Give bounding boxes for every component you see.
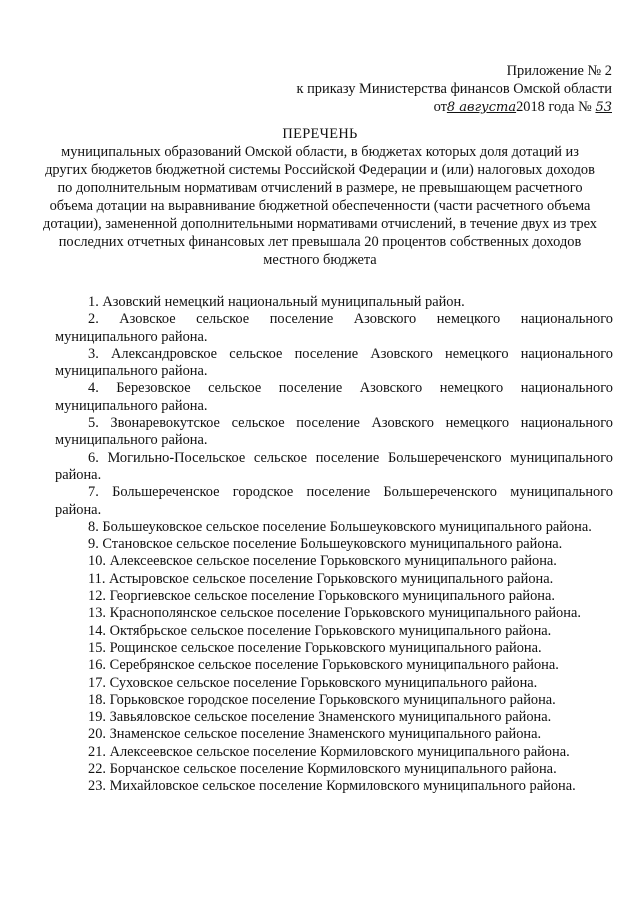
list-item: 14. Октябрьское сельское поселение Горьковского муниципального района. <box>88 622 552 639</box>
list-item: 22. Борчанское сельское поселение Кормиловского муниципального района. <box>88 761 557 778</box>
list-item: 13. Краснополянское сельское поселение Горьковского муниципального района. <box>88 605 581 622</box>
document-title: ПЕРЕЧЕНЬ <box>282 126 358 142</box>
list-item: 17. Суховское сельское поселение Горьковского муниципального района. <box>88 674 538 691</box>
list-item: 6. Могильно-Посельское сельское поселение Большереченского муниципального района. <box>55 449 613 483</box>
list-item: 23. Михайловское сельское поселение Кормиловского муниципального района. <box>88 778 576 795</box>
list-item: 9. Становское сельское поселение Большеуковского муниципального района. <box>88 536 563 553</box>
date-year-label: 2018 года № <box>516 99 592 115</box>
order-reference: к приказу Министерства финансов Омской области <box>296 81 612 97</box>
list-item: 7. Большереченское городское поселение Большереченского муниципального района. <box>55 484 613 518</box>
appendix-number: Приложение № 2 <box>506 63 612 79</box>
date-prefix: от <box>433 99 447 115</box>
list-item: 1. Азовский немецкий национальный муниципальный район. <box>88 294 465 310</box>
document-subtitle: муниципальных образований Омской области, в бюджетах которых доля дотаций из других бюджетов бюджетной системы Российской Федерации и (или) налоговых доходов по дополнительным нормативам отчислений в размере, не превышающем расчетного объема дотации на выравнивание бюджетной обеспеченности (части расчетного объема дотации), замененной дополнительными нормативами отчислений, в течение двух из трех последних отчетных финансовых лет превышала 20 процентов собственных доходов местного бюджета <box>43 144 597 268</box>
municipality-list <box>55 294 613 796</box>
list-item: 2. Азовское сельское поселение Азовского немецкого национального муниципального района. <box>55 311 613 345</box>
appendix-header <box>297 62 612 117</box>
list-item: 10. Алексеевское сельское поселение Горьковского муниципального района. <box>88 553 557 570</box>
list-item: 21. Алексеевское сельское поселение Кормиловского муниципального района. <box>88 743 570 760</box>
list-item: 15. Рощинское сельское поселение Горьковского муниципального района. <box>88 639 542 656</box>
list-item: 20. Знаменское сельское поселение Знаменского муниципального района. <box>88 726 542 743</box>
list-item: 12. Георгиевское сельское поселение Горьковского муниципального района. <box>88 588 555 605</box>
list-item: 19. Завьяловское сельское поселение Знаменского муниципального района. <box>88 709 552 726</box>
order-date-line <box>297 98 612 117</box>
list-item: 11. Астыровское сельское поселение Горьковского муниципального района. <box>88 570 554 587</box>
list-item: 5. Звонаревокутское сельское поселение Азовского немецкого национального муниципального района. <box>55 415 613 449</box>
list-item: 4. Березовское сельское поселение Азовского немецкого национального муниципального района. <box>55 380 613 414</box>
handwritten-date: 8 августа <box>446 100 517 115</box>
handwritten-order-number: 53 <box>595 100 612 115</box>
list-item: 16. Серебрянское сельское поселение Горьковского муниципального района. <box>88 657 559 674</box>
list-item: 8. Большеуковское сельское поселение Большеуковского муниципального района. <box>88 518 592 535</box>
list-item: 3. Александровское сельское поселение Азовского немецкого национального муниципального района. <box>55 345 613 380</box>
list-item: 18. Горьковское городское поселение Горьковского муниципального района. <box>88 691 556 708</box>
document-title-block <box>40 125 600 269</box>
